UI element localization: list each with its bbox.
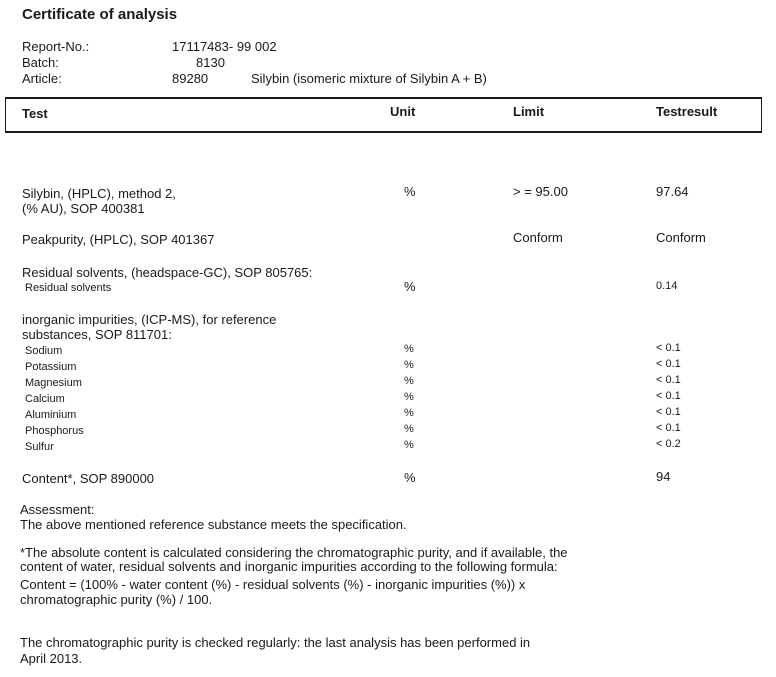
header-test: Test <box>22 106 48 121</box>
footnote-line1: *The absolute content is calculated considering the chromatographic purity, and if available, the <box>20 545 568 560</box>
article-description: Silybin (isomeric mixture of Silybin A + B) <box>251 71 487 86</box>
inorganic-test-line2: substances, SOP 811701: <box>22 327 172 342</box>
element-name: Potassium <box>25 361 77 373</box>
element-result: < 0.1 <box>656 342 681 354</box>
batch-label: Batch: <box>22 55 59 70</box>
element-result: < 0.1 <box>656 358 681 370</box>
element-result: < 0.1 <box>656 374 681 386</box>
document-title: Certificate of analysis <box>22 6 178 23</box>
element-name: Magnesium <box>25 377 82 389</box>
table-header-box <box>5 97 762 133</box>
residual-sub-label: Residual solvents <box>25 282 112 294</box>
report-no-value: 17117483- 99 002 <box>172 39 277 54</box>
element-unit: % <box>404 343 414 355</box>
element-name: Aluminium <box>25 409 77 421</box>
content-result: 94 <box>656 469 671 484</box>
element-name: Phosphorus <box>25 425 84 437</box>
footnote-line4: chromatographic purity (%) / 100. <box>20 592 213 607</box>
element-result: < 0.1 <box>656 406 681 418</box>
element-unit: % <box>404 359 414 371</box>
silybin-result: 97.64 <box>656 184 689 199</box>
header-limit: Limit <box>513 104 545 119</box>
element-result: < 0.1 <box>656 422 681 434</box>
assessment-label: Assessment: <box>20 502 95 517</box>
residual-test: Residual solvents, (headspace-GC), SOP 805765: <box>22 265 313 280</box>
purity-note-line2: April 2013. <box>20 651 83 666</box>
element-name: Sodium <box>25 345 63 357</box>
inorganic-test-line1: inorganic impurities, (ICP-MS), for reference <box>22 312 277 327</box>
header-unit: Unit <box>390 104 416 119</box>
element-unit: % <box>404 439 414 451</box>
peakpurity-limit: Conform <box>513 230 563 245</box>
element-unit: % <box>404 407 414 419</box>
batch-value: 8130 <box>196 55 225 70</box>
element-unit: % <box>404 375 414 387</box>
silybin-limit: > = 95.00 <box>513 184 568 199</box>
element-unit: % <box>404 423 414 435</box>
element-result: < 0.2 <box>656 438 681 450</box>
footnote-line3: Content = (100% - water content (%) - residual solvents (%) - inorganic impurities (%)) x <box>20 577 526 592</box>
peakpurity-result: Conform <box>656 230 706 245</box>
content-test: Content*, SOP 890000 <box>22 471 155 486</box>
element-unit: % <box>404 391 414 403</box>
element-name: Sulfur <box>25 441 54 453</box>
header-testresult: Testresult <box>656 104 718 119</box>
purity-note-line1: The chromatographic purity is checked regularly: the last analysis has been performed in <box>20 635 531 650</box>
article-label: Article: <box>22 71 62 86</box>
assessment-text: The above mentioned reference substance meets the specification. <box>20 517 407 532</box>
silybin-unit: % <box>404 184 416 199</box>
residual-unit: % <box>404 279 416 294</box>
residual-result: 0.14 <box>656 280 678 292</box>
content-unit: % <box>404 470 416 485</box>
footnote-line2: content of water, residual solvents and inorganic impurities according to the following formula: <box>20 559 558 574</box>
silybin-test-line2: (% AU), SOP 400381 <box>22 201 145 216</box>
report-no-label: Report-No.: <box>22 39 90 54</box>
silybin-test-line1: Silybin, (HPLC), method 2, <box>22 186 176 201</box>
peakpurity-test: Peakpurity, (HPLC), SOP 401367 <box>22 232 215 247</box>
element-name: Calcium <box>25 393 65 405</box>
article-value: 89280 <box>172 71 209 86</box>
element-result: < 0.1 <box>656 390 681 402</box>
